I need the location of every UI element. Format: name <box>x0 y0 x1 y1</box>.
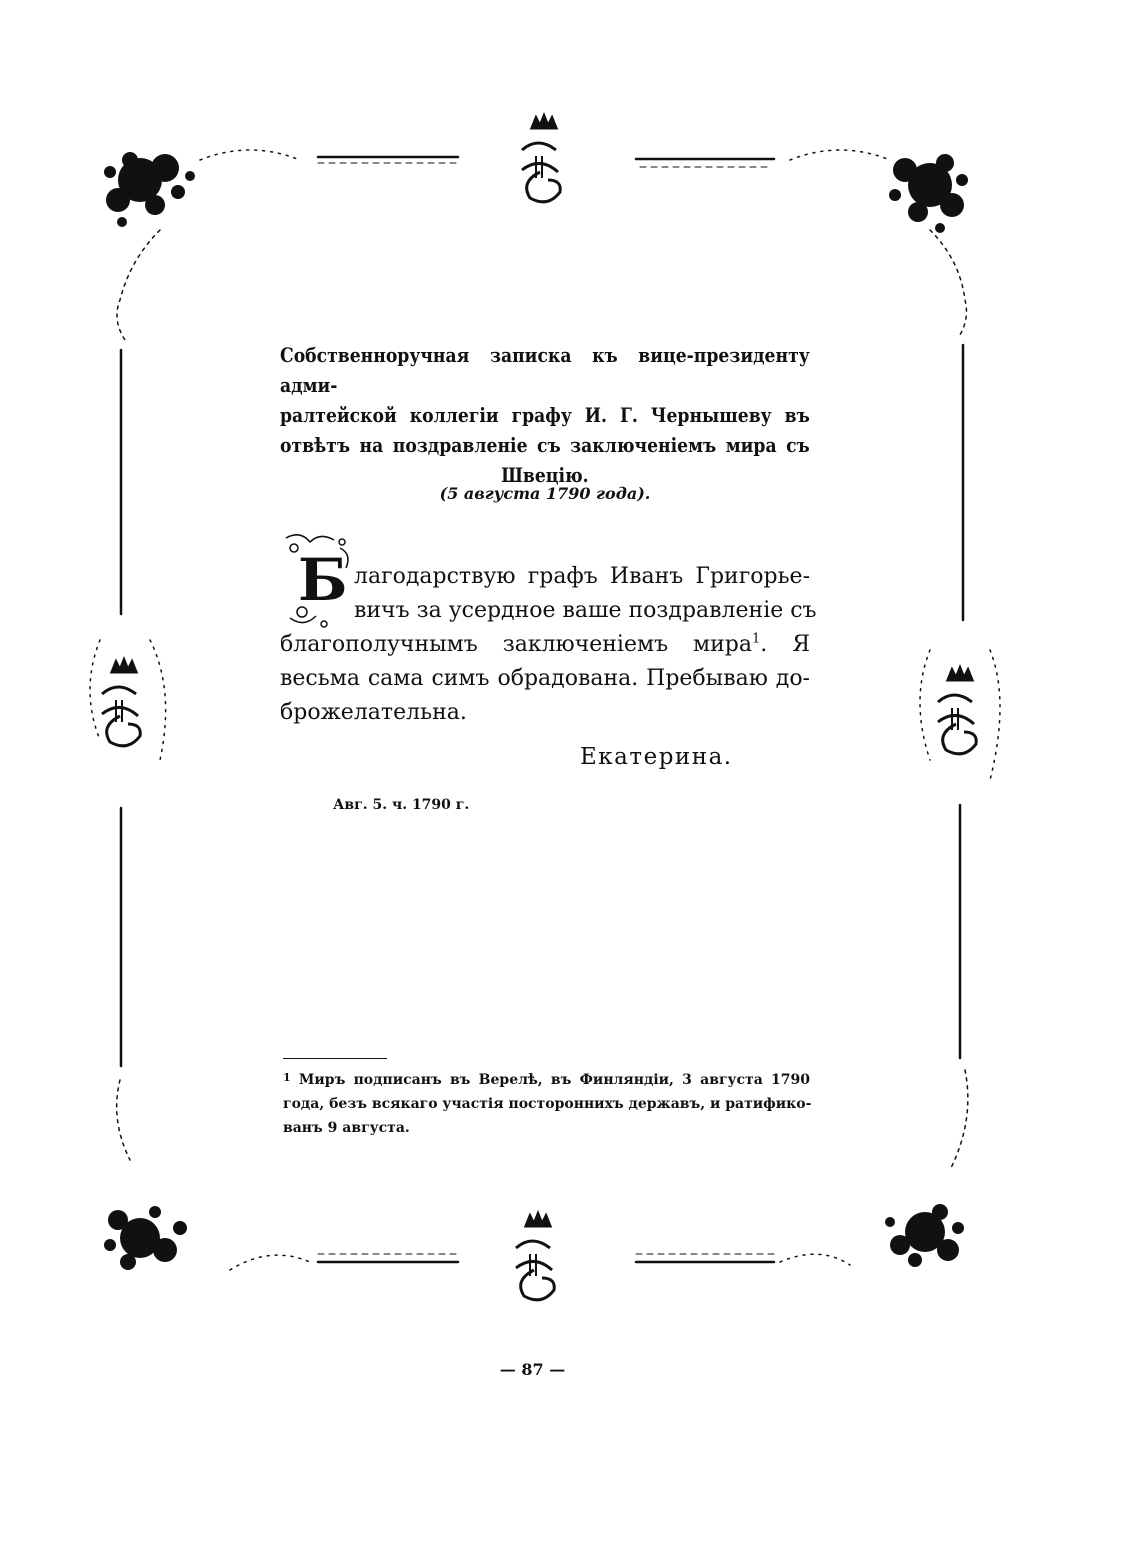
footnote-line-1 <box>283 1068 810 1092</box>
letter-line-text: благополучнымъ заключеніемъ мира <box>280 632 752 657</box>
monogram-right <box>938 668 976 754</box>
corner-ornament-top-left <box>104 152 195 227</box>
footnote-text: Миръ подписанъ въ Верелѣ, въ Финляндіи, 3 августа 1790 <box>298 1072 810 1088</box>
place-date: Авг. 5. ч. 1790 г. <box>333 797 470 813</box>
page-number: — 87 — <box>499 1360 566 1379</box>
footnote-rule <box>283 1058 387 1059</box>
footnote-line: ванъ 9 августа. <box>283 1120 410 1136</box>
corner-ornament-top-right <box>889 154 968 233</box>
letter-line: вичъ за усердное ваше поздравленіе съ <box>354 598 817 623</box>
heading-line: Собственноручная записка къ вице-президенту адми- <box>280 343 810 397</box>
dropcap-letter: Б <box>298 546 348 614</box>
corner-ornament-bottom-left <box>104 1206 187 1270</box>
letter-line-tail: . Я <box>760 632 810 657</box>
monogram-bottom <box>516 1214 554 1300</box>
footnote-reference: 1 <box>752 631 761 647</box>
monogram-left <box>102 660 140 746</box>
footnote-mark: 1 <box>283 1071 291 1084</box>
footnote <box>283 1068 810 1140</box>
monogram-top <box>522 116 560 202</box>
heading-line: отвѣтъ на поздравленіе съ заключеніемъ мира съ <box>280 433 810 457</box>
document-heading <box>280 340 810 490</box>
heading-line: Швецію. <box>501 463 589 487</box>
signature: Екатерина. <box>580 744 733 770</box>
letter-line: брожелательна. <box>280 700 467 725</box>
letter-line: весьма сама симъ обрадована. Пребываю до- <box>280 666 810 691</box>
letter-body <box>280 560 817 730</box>
heading-line: ралтейской коллегіи графу И. Г. Чернышеву въ <box>280 403 810 427</box>
document-date: (5 августа 1790 года). <box>439 484 651 503</box>
footnote-line: года, безъ всякаго участія постороннихъ державъ, и ратифико- <box>283 1096 812 1112</box>
letter-line: лагодарствую графъ Иванъ Григорье- <box>354 564 810 589</box>
corner-ornament-bottom-right <box>885 1204 964 1267</box>
letter-line-3 <box>280 628 810 662</box>
